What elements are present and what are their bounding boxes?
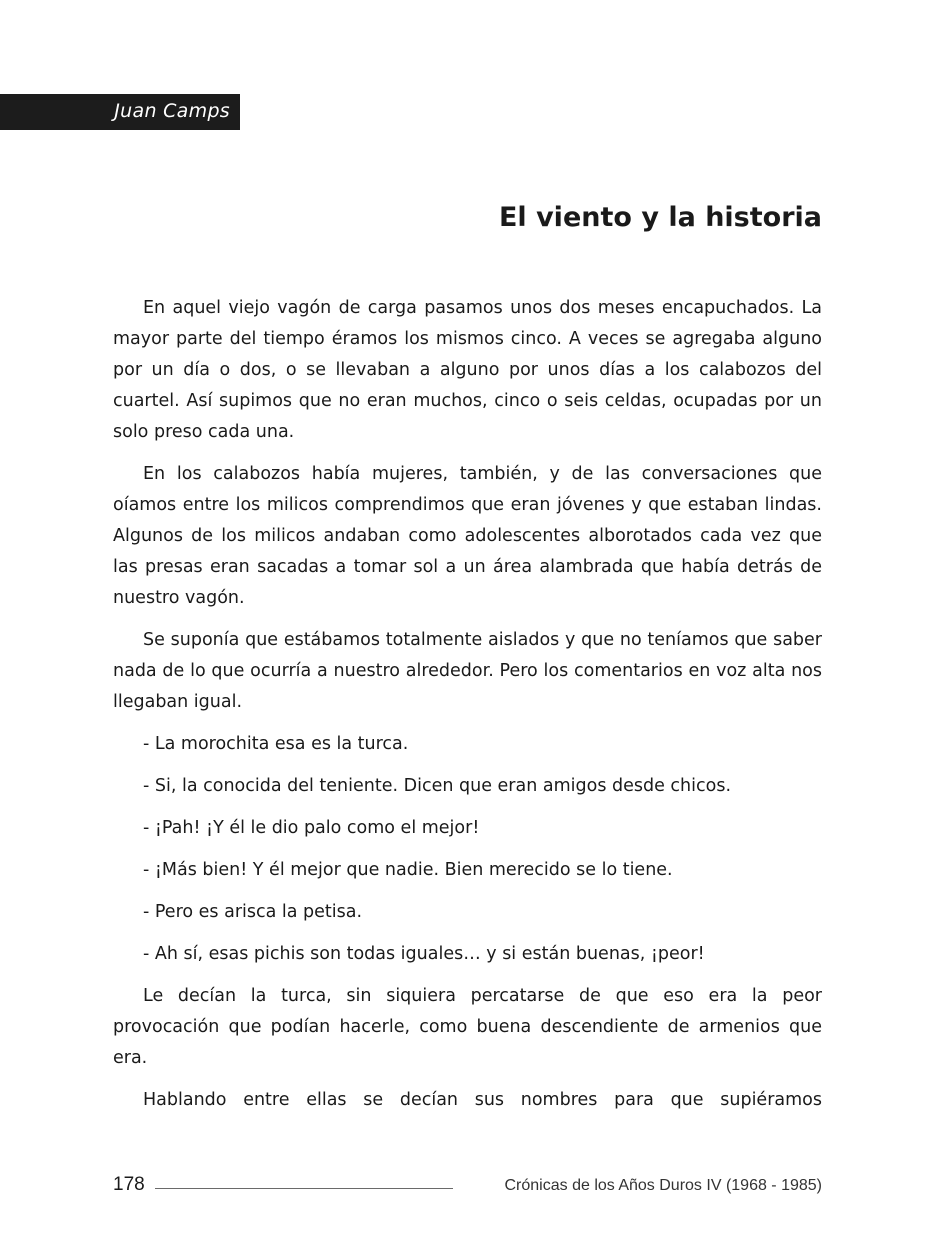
dialog-line: - ¡Más bien! Y él mejor que nadie. Bien merecido se lo tiene. bbox=[143, 860, 673, 880]
paragraph: Se suponía que estábamos totalmente aislados y que no teníamos que saber nada de lo que ocurría a nuestro alrededor. Pero los comentarios en voz alta nos llegaban igual. bbox=[113, 630, 822, 712]
paragraph: Hablando entre ellas se decían sus nombres para que supiéramos bbox=[143, 1090, 822, 1110]
paragraph: En aquel viejo vagón de carga pasamos unos dos meses encapuchados. La mayor parte del tiempo éramos los mismos cinco. A veces se agregaba alguno por un día o dos, o se llevaban a alguno por unos días a los calabozos del cuartel. Así supimos que no eran muchos, cinco o seis celdas, ocupadas por un solo preso cada una. bbox=[113, 298, 822, 442]
dialog-line: - Si, la conocida del teniente. Dicen que eran amigos desde chicos. bbox=[143, 776, 732, 796]
page-number: 178 bbox=[113, 1174, 145, 1195]
footer-divider bbox=[155, 1188, 453, 1189]
body-text bbox=[113, 293, 822, 1116]
dialog-line: - Pero es arisca la petisa. bbox=[143, 902, 363, 922]
paragraph: Le decían la turca, sin siquiera percatarse de que eso era la peor provocación que podían hacerle, como buena descendiente de armenios que era. bbox=[113, 986, 822, 1068]
paragraph: En los calabozos había mujeres, también, y de las conversaciones que oíamos entre los milicos comprendimos que eran jóvenes y que estaban lindas. Algunos de los milicos andaban como adolescentes alborotados cada vez que las presas eran sacadas a tomar sol a un área alambrada que había detrás de nuestro vagón. bbox=[113, 464, 822, 608]
chapter-title: El viento y la historia bbox=[498, 202, 822, 233]
page-footer bbox=[113, 1174, 822, 1204]
author-name: Juan Camps bbox=[114, 100, 230, 122]
author-header-tab bbox=[0, 94, 240, 130]
dialog-line: - ¡Pah! ¡Y él le dio palo como el mejor! bbox=[143, 818, 480, 838]
dialog-line: - Ah sí, esas pichis son todas iguales… y si están buenas, ¡peor! bbox=[143, 944, 705, 964]
book-title: Crónicas de los Años Duros IV (1968 - 1985) bbox=[504, 1177, 822, 1194]
dialog-line: - La morochita esa es la turca. bbox=[143, 734, 409, 754]
